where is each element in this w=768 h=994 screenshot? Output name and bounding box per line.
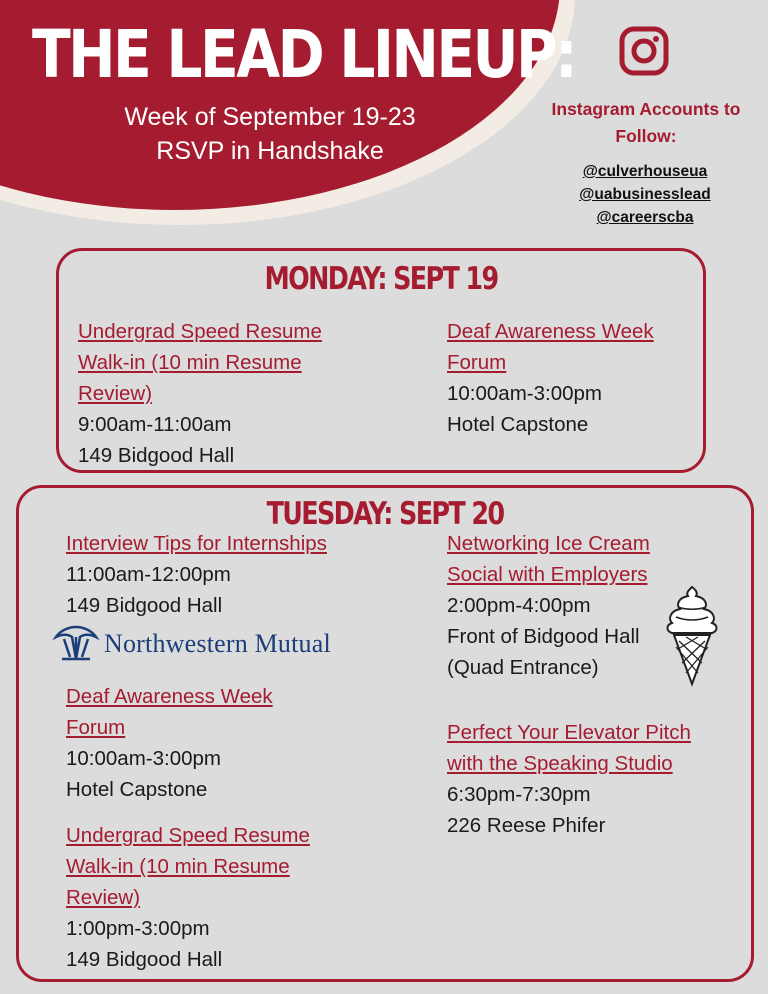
event-card	[78, 316, 322, 471]
sponsor-name: Northwestern Mutual	[104, 629, 331, 658]
event-location: 149 Bidgood Hall	[78, 444, 235, 467]
event-title-link[interactable]: Networking Ice Cream Social with Employers	[447, 532, 650, 586]
event-card	[66, 820, 310, 975]
instagram-account-link[interactable]: @uabusinesslead	[579, 186, 711, 203]
instagram-icon	[619, 26, 669, 76]
event-card	[447, 717, 691, 841]
event-location: 226 Reese Phifer	[447, 814, 606, 837]
event-location: Front of Bidgood Hall	[447, 625, 640, 648]
instagram-accounts	[540, 160, 750, 229]
event-card	[447, 316, 654, 440]
flyer-title: THE LEAD LINEUP:	[32, 16, 576, 93]
instagram-account-link[interactable]: @careerscba	[596, 209, 694, 226]
event-time: 6:30pm-7:30pm	[447, 783, 591, 806]
event-location: 149 Bidgood Hall	[66, 948, 223, 971]
event-time: 10:00am-3:00pm	[447, 382, 602, 405]
tuesday-title: TUESDAY: SEPT 20	[266, 496, 504, 532]
instagram-account-link[interactable]: @culverhouseua	[582, 163, 708, 180]
subtitle-week: Week of September 19-23	[124, 103, 416, 131]
event-time: 11:00am-12:00pm	[66, 563, 231, 586]
event-title-link[interactable]: Undergrad Speed Resume Walk-in (10 min Resume Review)	[78, 320, 322, 405]
event-time: 10:00am-3:00pm	[66, 747, 221, 770]
instagram-heading: Instagram Accounts to Follow:	[551, 99, 741, 146]
event-title-link[interactable]: Undergrad Speed Resume Walk-in (10 min Resume Review)	[66, 824, 310, 909]
event-card	[66, 528, 327, 621]
northwestern-mutual-logo-icon	[52, 623, 100, 663]
flyer-subtitle	[60, 100, 480, 168]
event-location: Hotel Capstone	[447, 413, 589, 436]
event-time: 9:00am-11:00am	[78, 413, 232, 436]
event-card	[66, 681, 273, 805]
event-time: 1:00pm-3:00pm	[66, 917, 210, 940]
event-title-link[interactable]: Perfect Your Elevator Pitch with the Speaking Studio	[447, 721, 691, 775]
monday-title: MONDAY: SEPT 19	[264, 261, 498, 297]
event-location: 149 Bidgood Hall	[66, 594, 223, 617]
event-title-link[interactable]: Deaf Awareness Week Forum	[66, 685, 273, 739]
event-location: Hotel Capstone	[66, 778, 208, 801]
subtitle-rsvp: RSVP in Handshake	[156, 137, 384, 165]
event-card	[447, 528, 650, 683]
event-title-link[interactable]: Interview Tips for Internships	[66, 532, 327, 555]
event-title-link[interactable]: Deaf Awareness Week Forum	[447, 320, 654, 374]
event-time: 2:00pm-4:00pm	[447, 594, 591, 617]
ice-cream-cone-icon	[664, 585, 720, 687]
event-location-note: (Quad Entrance)	[447, 656, 599, 679]
northwestern-mutual-logo	[52, 623, 382, 663]
